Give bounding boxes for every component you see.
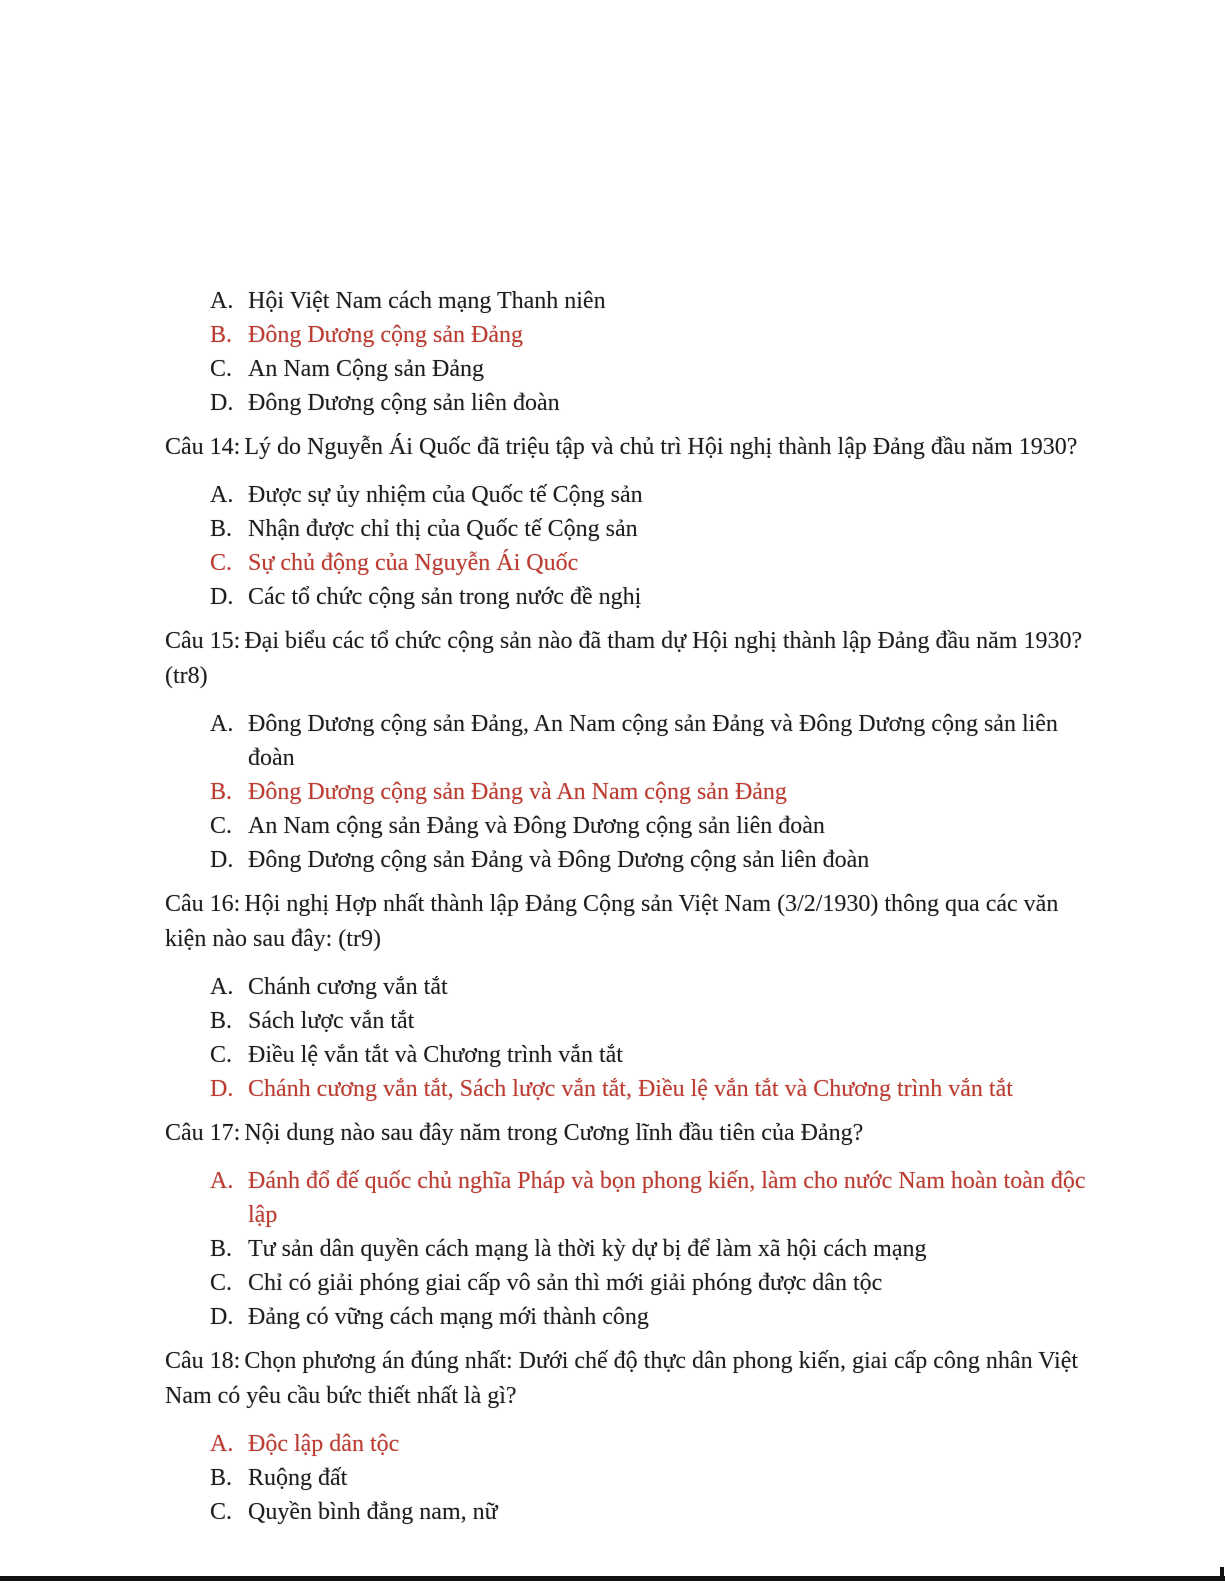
- option-letter: A.: [210, 974, 234, 1000]
- question-body: Lý do Nguyễn Ái Quốc đã triệu tập và chủ trì Hội nghị thành lập Đảng đầu năm 1930?: [244, 434, 1078, 460]
- option-text: Đông Dương cộng sản Đảng và Đông Dương cộng sản liên đoàn: [248, 847, 870, 873]
- option-letter: B.: [210, 1008, 233, 1034]
- page-bottom-divider: [0, 1576, 1225, 1581]
- option-text: Hội Việt Nam cách mạng Thanh niên: [248, 288, 606, 314]
- option-row: [165, 352, 1140, 386]
- question-body: Nội dung nào sau đây năm trong Cương lĩnh đầu tiên của Đảng?: [244, 1120, 864, 1146]
- option-text: An Nam cộng sản Đảng và Đông Dương cộng sản liên đoàn: [248, 813, 825, 839]
- option-text: Đông Dương cộng sản Đảng, An Nam cộng sản Đảng và Đông Dương cộng sản liên đoàn: [248, 711, 1058, 771]
- option-text: Đông Dương cộng sản Đảng và An Nam cộng sản Đảng: [248, 779, 787, 805]
- option-letter: C.: [210, 813, 233, 839]
- option-row: [165, 512, 1140, 546]
- option-row: [165, 970, 1140, 1004]
- option-letter: A.: [210, 1431, 234, 1457]
- option-row: [165, 580, 1140, 614]
- question-block-16: [165, 887, 1140, 1106]
- option-letter: A.: [210, 1168, 234, 1194]
- option-text: Đông Dương cộng sản liên đoàn: [248, 390, 560, 416]
- option-letter: B.: [210, 322, 233, 348]
- option-text: Các tổ chức cộng sản trong nước đề nghị: [248, 584, 642, 610]
- option-letter: D.: [210, 584, 234, 610]
- option-row: [165, 1164, 1140, 1232]
- option-text: An Nam Cộng sản Đảng: [248, 356, 484, 382]
- option-letter: D.: [210, 847, 234, 873]
- option-row: [165, 1427, 1140, 1461]
- question-body: Hội nghị Hợp nhất thành lập Đảng Cộng sản Việt Nam (3/2/1930) thông qua các văn kiện nào sau đây: (tr9): [165, 891, 1059, 952]
- option-letter: D.: [210, 1304, 234, 1330]
- option-text: Nhận được chỉ thị của Quốc tế Cộng sản: [248, 516, 638, 542]
- question-block-17: [165, 1116, 1140, 1334]
- option-letter: A.: [210, 482, 234, 508]
- option-row: [165, 1495, 1140, 1529]
- option-row: [165, 1072, 1140, 1106]
- options-list-question-15: [165, 707, 1140, 877]
- option-letter: D.: [210, 390, 234, 416]
- question-number: Câu 15:: [165, 628, 241, 654]
- options-list-question-17: [165, 1164, 1140, 1334]
- option-row: [165, 546, 1140, 580]
- page-bottom-divider-tick: [1220, 1567, 1224, 1581]
- option-row: [165, 843, 1140, 877]
- option-row: [165, 1232, 1140, 1266]
- question-text: [165, 1344, 1085, 1414]
- question-text: [165, 887, 1085, 957]
- option-text: Chỉ có giải phóng giai cấp vô sản thì mới giải phóng được dân tộc: [248, 1270, 883, 1296]
- option-letter: A.: [210, 711, 234, 737]
- option-text: Điều lệ vắn tắt và Chương trình vắn tắt: [248, 1042, 623, 1068]
- question-block-15: [165, 624, 1140, 877]
- option-text: Quyền bình đẳng nam, nữ: [248, 1499, 498, 1525]
- question-body: Đại biểu các tổ chức cộng sản nào đã tham dự Hội nghị thành lập Đảng đầu năm 1930? (tr8): [165, 628, 1083, 689]
- option-letter: B.: [210, 779, 233, 805]
- option-row: [165, 1300, 1140, 1334]
- option-row: [165, 386, 1140, 420]
- option-row: [165, 284, 1140, 318]
- option-text: Đảng có vững cách mạng mới thành công: [248, 1304, 649, 1330]
- option-row: [165, 1004, 1140, 1038]
- option-letter: C.: [210, 1270, 233, 1296]
- option-text: Ruộng đất: [248, 1465, 348, 1491]
- quiz-content: [165, 0, 1140, 1529]
- question-text: [165, 624, 1085, 694]
- options-list-question-14: [165, 478, 1140, 614]
- option-text: Chánh cương vắn tắt, Sách lược vắn tắt, Điều lệ vắn tắt và Chương trình vắn tắt: [248, 1076, 1013, 1102]
- option-letter: C.: [210, 1499, 233, 1525]
- option-letter: C.: [210, 356, 233, 382]
- option-letter: C.: [210, 550, 233, 576]
- option-row: [165, 478, 1140, 512]
- question-number: Câu 16:: [165, 891, 241, 917]
- option-letter: C.: [210, 1042, 233, 1068]
- option-text: Sự chủ động của Nguyễn Ái Quốc: [248, 550, 579, 576]
- option-row: [165, 1266, 1140, 1300]
- option-text: Sách lược vắn tắt: [248, 1008, 415, 1034]
- options-list-question-16: [165, 970, 1140, 1106]
- option-text: Đông Dương cộng sản Đảng: [248, 322, 523, 348]
- option-text: Đánh đổ đế quốc chủ nghĩa Pháp và bọn phong kiến, làm cho nước Nam hoàn toàn độc lập: [248, 1168, 1086, 1228]
- option-text: Độc lập dân tộc: [248, 1431, 400, 1457]
- question-number: Câu 18:: [165, 1348, 241, 1374]
- option-letter: A.: [210, 288, 234, 314]
- question-body: Chọn phương án đúng nhất: Dưới chế độ thực dân phong kiến, giai cấp công nhân Việt Nam có yêu cầu bức thiết nhất là gì?: [165, 1348, 1079, 1409]
- question-block-14: [165, 430, 1140, 614]
- options-list-question-18: [165, 1427, 1140, 1529]
- option-text: Tư sản dân quyền cách mạng là thời kỳ dự bị để làm xã hội cách mạng: [248, 1236, 927, 1262]
- question-text: [165, 430, 1085, 465]
- question-text: [165, 1116, 1085, 1151]
- question-number: Câu 14:: [165, 434, 241, 460]
- option-text: Chánh cương vắn tắt: [248, 974, 448, 1000]
- option-letter: B.: [210, 1465, 233, 1491]
- options-list-question-13: [165, 284, 1140, 420]
- question-block-18: [165, 1344, 1140, 1529]
- option-row: [165, 318, 1140, 352]
- option-row: [165, 1038, 1140, 1072]
- option-row: [165, 1461, 1140, 1495]
- option-row: [165, 775, 1140, 809]
- option-letter: B.: [210, 1236, 233, 1262]
- option-letter: D.: [210, 1076, 234, 1102]
- option-row: [165, 809, 1140, 843]
- option-letter: B.: [210, 516, 233, 542]
- option-row: [165, 707, 1140, 775]
- option-text: Được sự ủy nhiệm của Quốc tế Cộng sản: [248, 482, 643, 508]
- question-number: Câu 17:: [165, 1120, 241, 1146]
